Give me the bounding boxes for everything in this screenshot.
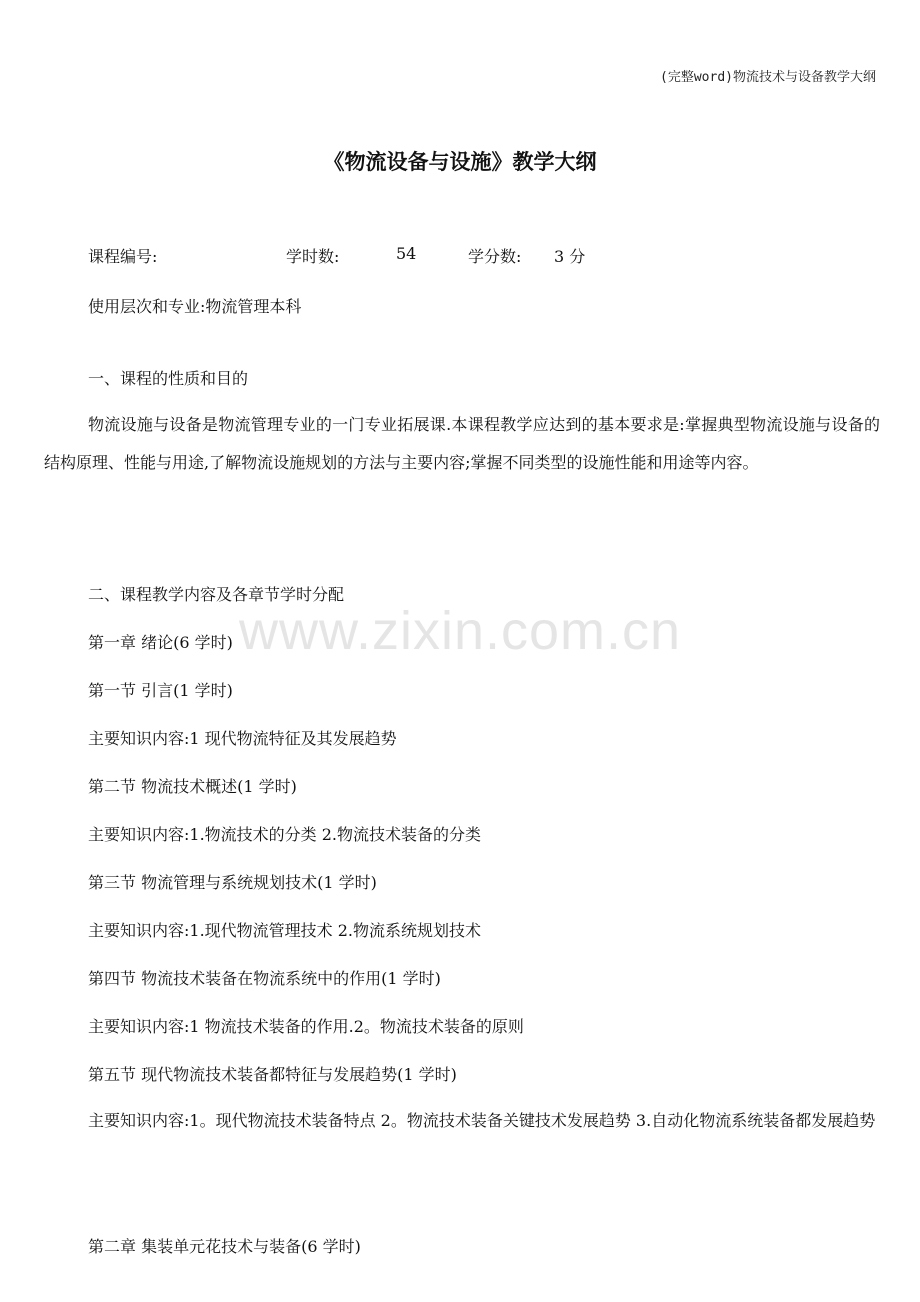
document-title: 《物流设备与设施》教学大纲 — [323, 150, 597, 174]
section-line: 第二节 物流技术概述(1 学时) — [88, 777, 297, 796]
knowledge-line: 主要知识内容:1 物流技术装备的作用.2。物流技术装备的原则 — [88, 1017, 524, 1036]
credits-label: 学分数: — [468, 247, 522, 266]
course-code-label: 课程编号: — [88, 247, 158, 266]
hours-value: 54 — [396, 244, 417, 263]
watermark: www.zixin.com.cn — [238, 601, 682, 661]
course-meta-row — [88, 244, 888, 268]
credits-value: 3 分 — [554, 247, 586, 266]
knowledge-line: 主要知识内容:1.现代物流管理技术 2.物流系统规划技术 — [88, 921, 482, 940]
section-line: 第一节 引言(1 学时) — [88, 681, 233, 700]
chapter-heading: 第二章 集装单元花技术与装备(6 学时) — [88, 1237, 361, 1256]
section-heading: 二、课程教学内容及各章节学时分配 — [88, 585, 345, 604]
knowledge-line: 主要知识内容:1 现代物流特征及其发展趋势 — [88, 729, 397, 748]
section-line: 第五节 现代物流技术装备都特征与发展趋势(1 学时) — [88, 1065, 457, 1084]
knowledge-line: 主要知识内容:1.物流技术的分类 2.物流技术装备的分类 — [88, 825, 482, 844]
section-heading: 一、课程的性质和目的 — [88, 369, 249, 388]
knowledge-paragraph: 主要知识内容:1。现代物流技术装备特点 2。物流技术装备关键技术发展趋势 3.自动化物流系统装备都发展趋势 — [88, 1111, 876, 1130]
section-line: 第三节 物流管理与系统规划技术(1 学时) — [88, 873, 377, 892]
section-line: 第四节 物流技术装备在物流系统中的作用(1 学时) — [88, 969, 441, 988]
hours-label: 学时数: — [286, 247, 340, 266]
header-title: (完整word)物流技术与设备教学大纲 — [660, 70, 876, 85]
chapter-heading: 第一章 绪论(6 学时) — [88, 633, 233, 652]
level-major: 使用层次和专业:物流管理本科 — [88, 297, 302, 316]
section-paragraph: 物流设施与设备是物流管理专业的一门专业拓展课.本课程教学应达到的基本要求是:掌握典型物流设施与设备的结构原理、性能与用途,了解物流设施规划的方法与主要内容;掌握不同类型的设施性能和用途等内容。 — [44, 415, 880, 472]
